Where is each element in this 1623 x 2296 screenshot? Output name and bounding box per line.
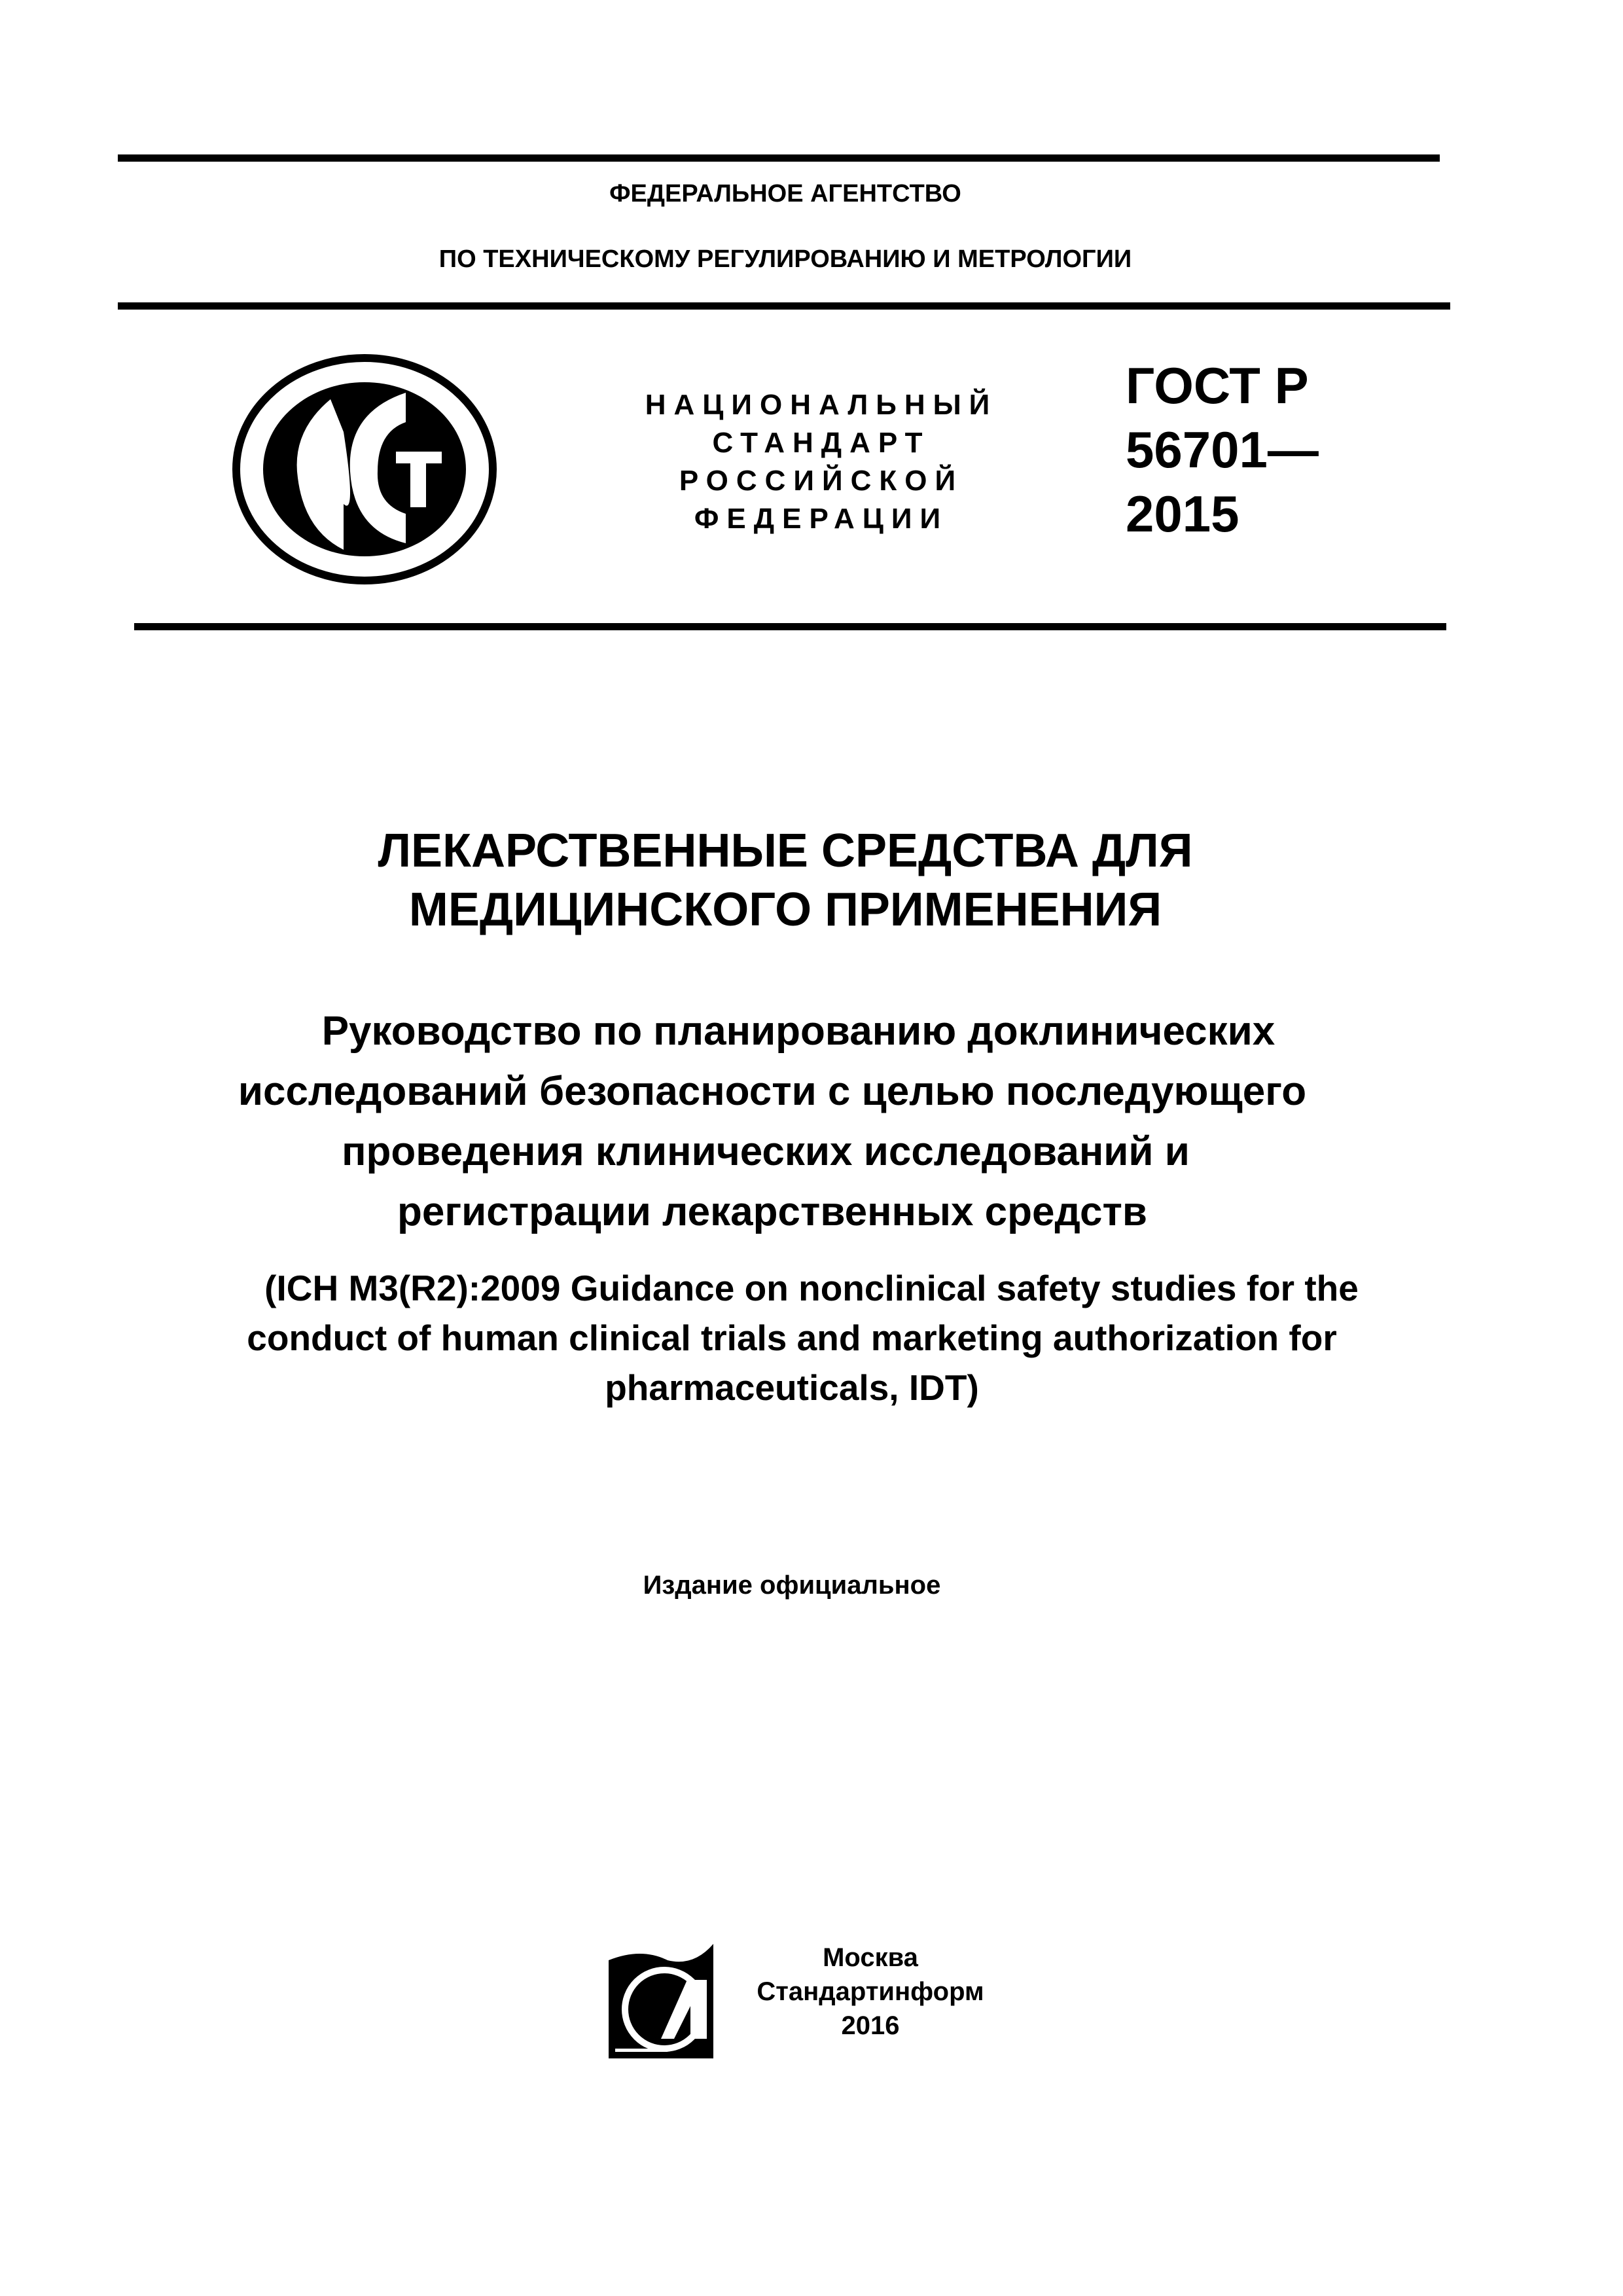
rst-logo	[232, 353, 497, 586]
publisher-year: 2016	[841, 2011, 900, 2040]
english-title-line: pharmaceuticals, IDT)	[605, 1367, 979, 1408]
subtitle	[0, 1001, 1544, 1242]
standard-code-line: ГОСТ Р	[1126, 357, 1309, 414]
standard-type	[628, 386, 1014, 538]
publisher-city: Москва	[823, 1943, 918, 1972]
english-title-line: (ICH M3(R2):2009 Guidance on nonclinical safety studies for the	[264, 1268, 1359, 1308]
subtitle-line: исследований безопасности с целью последующего	[238, 1069, 1307, 1114]
standard-type-line: НАЦИОНАЛЬНЫЙ	[645, 389, 998, 421]
main-title	[0, 821, 1571, 939]
agency-line-1: ФЕДЕРАЛЬНОЕ АГЕНТСТВО	[609, 180, 961, 207]
publisher	[740, 1941, 1001, 2043]
subtitle-line: проведения клинических исследований и	[342, 1129, 1190, 1174]
section-rule	[134, 623, 1446, 630]
standard-type-line: РОССИЙСКОЙ	[679, 465, 964, 497]
edition-label: Издание официальное	[643, 1571, 941, 1600]
top-rule	[118, 154, 1440, 162]
standartinform-logo	[609, 1944, 720, 2062]
standard-code	[1126, 353, 1319, 546]
main-title-line: ЛЕКАРСТВЕННЫЕ СРЕДСТВА ДЛЯ	[378, 825, 1193, 877]
standard-type-line: СТАНДАРТ	[712, 427, 931, 459]
standard-code-line: 2015	[1126, 485, 1240, 543]
subtitle-line: Руководство по планированию доклинических	[321, 1009, 1275, 1054]
english-title-line: conduct of human clinical trials and marketing authorization for	[247, 1318, 1337, 1358]
agency-line-2: ПО ТЕХНИЧЕСКОМУ РЕГУЛИРОВАНИЮ И МЕТРОЛОГИИ	[438, 245, 1132, 273]
main-title-line: МЕДИЦИНСКОГО ПРИМЕНЕНИЯ	[408, 884, 1162, 936]
standard-code-line: 56701—	[1126, 421, 1319, 478]
english-title	[0, 1263, 1584, 1412]
standard-type-line: ФЕДЕРАЦИИ	[694, 503, 949, 535]
publisher-name: Стандартинформ	[757, 1977, 984, 2006]
subtitle-line: регистрации лекарственных средств	[397, 1189, 1147, 1234]
header-rule	[118, 302, 1450, 310]
